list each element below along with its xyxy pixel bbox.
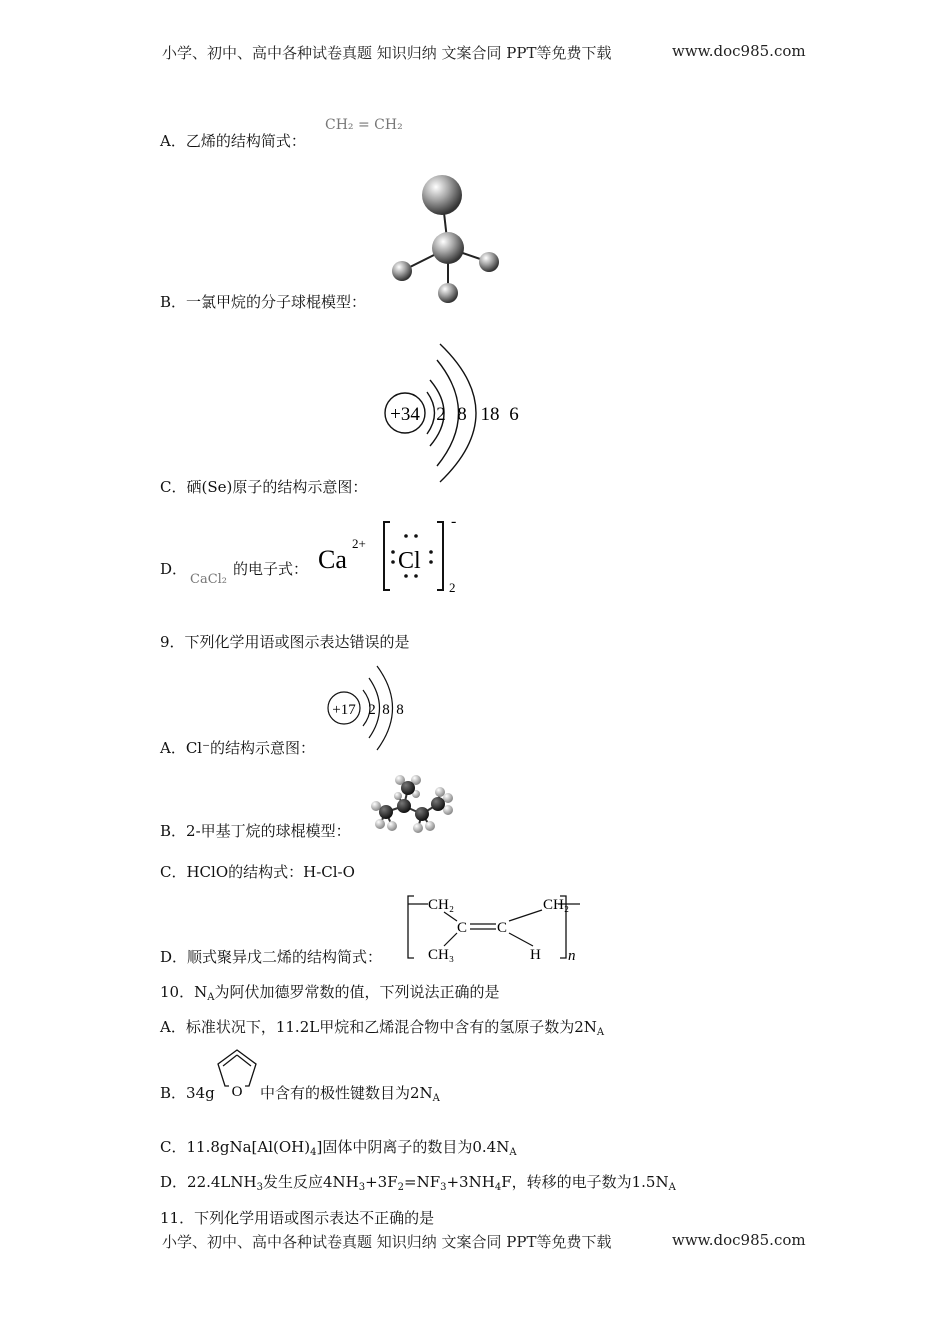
q9-option-a: A．Cl⁻的结构示意图： bbox=[160, 739, 316, 757]
shell-electrons: 18 bbox=[480, 404, 500, 425]
hydrogen-atom bbox=[392, 261, 412, 281]
ethylene-formula: CH₂ = CH₂ bbox=[325, 117, 403, 133]
ch2-right: CH₂ bbox=[543, 897, 570, 913]
q9-option-d: D．顺式聚异戊二烯的结构简式： bbox=[160, 948, 383, 966]
cis-polyisoprene-structure bbox=[400, 886, 585, 966]
calcium-symbol: Ca bbox=[318, 545, 347, 574]
q8-option-b: B．一氯甲烷的分子球棍模型： bbox=[160, 293, 367, 311]
q9-stem: 9．下列化学用语或图示表达错误的是 bbox=[160, 633, 410, 651]
shell-electrons: 8 bbox=[396, 702, 404, 718]
footer-text: 小学、初中、高中各种试卷真题 知识归纳 文案合同 PPT等免费下载 bbox=[162, 1233, 612, 1251]
carbon-2: C bbox=[497, 920, 508, 936]
carbon-atom bbox=[432, 232, 464, 264]
chlorine-atom bbox=[422, 175, 462, 215]
shell-electrons: 2 bbox=[368, 702, 376, 718]
chloride-charge: - bbox=[451, 514, 457, 530]
repeat-n: n bbox=[568, 948, 576, 964]
chloromethane-ball-stick-model bbox=[385, 170, 510, 310]
selenium-atom-structure-diagram bbox=[380, 330, 530, 495]
q8-option-a: A．乙烯的结构简式： bbox=[160, 132, 306, 150]
cacl2-electron-formula bbox=[314, 514, 464, 598]
shell-electrons: 2 bbox=[436, 404, 446, 425]
chloride-count: 2 bbox=[449, 580, 456, 595]
q10-option-b-prefix: B．34g bbox=[160, 1084, 215, 1102]
q8-option-c: C．硒(Se)原子的结构示意图： bbox=[160, 478, 368, 496]
chlorine-symbol: Cl bbox=[398, 548, 421, 574]
q10-stem: 10．$N_A$为阿伏加德罗常数的值，下列说法正确的是 bbox=[160, 983, 500, 1003]
2-methylbutane-ball-stick-model bbox=[366, 770, 456, 840]
q10-option-a: A．标准状况下，11.2L甲烷和乙烯混合物中含有的氢原子数为$2N_A$ bbox=[160, 1018, 605, 1038]
ch3-group: CH₃ bbox=[428, 947, 455, 963]
hydrogen-label: H bbox=[530, 947, 541, 963]
shell-electrons: 8 bbox=[457, 404, 467, 425]
footer-url[interactable]: www.doc985.com bbox=[672, 1231, 806, 1249]
furan-ring-structure bbox=[212, 1046, 262, 1101]
q8-option-d-label: D． bbox=[160, 560, 188, 578]
header-url[interactable]: www.doc985.com bbox=[672, 42, 806, 60]
q10-option-b: 中含有的极性键数目为$2N_A$ bbox=[260, 1084, 440, 1104]
nucleus-charge: +17 bbox=[332, 702, 356, 718]
q10-option-d: D．$22.4LNH_3$发生反应$4NH_3+3F_2=NF_3+3NH_4F$，转移的电子数为$1.5N_A$ bbox=[160, 1173, 676, 1193]
q10-option-c: C．$11.8gNa[Al(OH)_4]$固体中阴离子的数目为$0.4N_A$ bbox=[160, 1138, 517, 1158]
carbon-1: C bbox=[457, 920, 468, 936]
calcium-charge: 2+ bbox=[352, 536, 366, 551]
header-text: 小学、初中、高中各种试卷真题 知识归纳 文案合同 PPT等免费下载 bbox=[162, 44, 612, 62]
hydrogen-atom bbox=[438, 283, 458, 303]
cacl2-formula: CaCl₂ bbox=[190, 572, 228, 587]
nucleus-charge: +34 bbox=[390, 404, 420, 425]
q9-option-c: C．HClO的结构式：H-Cl-O bbox=[160, 863, 355, 881]
chloride-ion-structure-diagram bbox=[322, 660, 417, 755]
q9-option-b: B．2-甲基丁烷的球棍模型： bbox=[160, 822, 351, 840]
q8-option-d-text: 的电子式： bbox=[233, 560, 309, 578]
q11-stem: 11．下列化学用语或图示表达不正确的是 bbox=[160, 1209, 435, 1227]
oxygen-atom: O bbox=[231, 1084, 243, 1100]
ch2-left: CH₂ bbox=[428, 897, 455, 913]
hydrogen-atom bbox=[479, 252, 499, 272]
shell-electrons: 6 bbox=[509, 404, 519, 425]
shell-electrons: 8 bbox=[382, 702, 390, 718]
